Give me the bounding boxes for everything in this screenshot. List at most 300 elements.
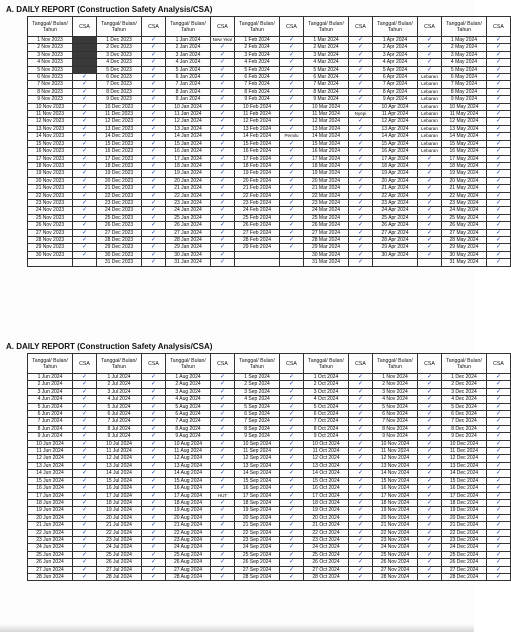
csa-check-cell: ✓ xyxy=(349,536,373,543)
csa-check-cell: ✓ xyxy=(418,544,442,551)
csa-check-cell: ✓ xyxy=(280,485,304,492)
csa-check-cell: ✓ xyxy=(211,236,235,243)
csa-check-cell: ✓ xyxy=(418,485,442,492)
csa-check-cell: ✓ xyxy=(487,103,511,110)
date-cell: 28 Jan 2024 xyxy=(166,236,211,243)
table-row xyxy=(28,207,511,214)
csa-check-cell: ✓ xyxy=(280,403,304,410)
csa-check-cell: ✓ xyxy=(280,374,304,381)
date-cell: 9 Sep 2024 xyxy=(235,433,280,440)
table-row xyxy=(28,222,511,229)
csa-check-cell: ✓ xyxy=(73,507,97,514)
date-cell: 30 Jan 2024 xyxy=(166,251,211,258)
csa-check-cell: ✓ xyxy=(280,103,304,110)
csa-column-header: CSA xyxy=(418,17,442,37)
date-cell: 18 Mar 2024 xyxy=(304,162,349,169)
date-cell: 26 Sep 2024 xyxy=(235,559,280,566)
csa-check-cell: ✓ xyxy=(349,133,373,140)
holiday-note-cell: Pemilu xyxy=(280,133,304,140)
csa-check-cell: ✓ xyxy=(73,433,97,440)
csa-check-cell: ✓ xyxy=(349,88,373,95)
csa-check-cell: ✓ xyxy=(280,162,304,169)
date-cell: 7 Jul 2024 xyxy=(97,418,142,425)
csa-check-cell: ✓ xyxy=(142,425,166,432)
csa-check-cell: ✓ xyxy=(418,177,442,184)
csa-check-cell: ✓ xyxy=(280,396,304,403)
csa-check-cell: ✓ xyxy=(73,374,97,381)
date-cell: 2 May 2024 xyxy=(442,44,487,51)
date-cell: 10 Sep 2024 xyxy=(235,440,280,447)
date-cell: 5 Jul 2024 xyxy=(97,403,142,410)
csa-check-cell: ✓ xyxy=(418,462,442,469)
csa-check-cell: ✓ xyxy=(418,162,442,169)
date-cell: 3 May 2024 xyxy=(442,51,487,58)
csa-check-cell: ✓ xyxy=(280,536,304,543)
date-cell: 2 Feb 2024 xyxy=(235,44,280,51)
date-cell: 16 Aug 2024 xyxy=(166,485,211,492)
csa-check-cell: ✓ xyxy=(418,403,442,410)
table-row xyxy=(28,470,511,477)
csa-check-cell: ✓ xyxy=(280,125,304,132)
date-cell: 7 Feb 2024 xyxy=(235,81,280,88)
csa-check-cell: ✓ xyxy=(280,433,304,440)
csa-check-cell: ✓ xyxy=(280,244,304,251)
csa-check-cell: ✓ xyxy=(211,440,235,447)
csa-check-cell: ✓ xyxy=(142,492,166,499)
date-cell: 22 Jun 2024 xyxy=(28,529,73,536)
date-cell: 19 Jun 2024 xyxy=(28,507,73,514)
table-row xyxy=(28,51,511,58)
date-cell: 2 Jan 2024 xyxy=(166,44,211,51)
csa-check-cell: ✓ xyxy=(142,559,166,566)
table-row xyxy=(28,492,511,499)
date-cell: 23 Feb 2024 xyxy=(235,199,280,206)
csa-check-cell: ✓ xyxy=(487,455,511,462)
date-cell: 17 Jun 2024 xyxy=(28,492,73,499)
date-cell: 14 Aug 2024 xyxy=(166,470,211,477)
date-cell: 28 Apr 2024 xyxy=(373,236,418,243)
date-cell: 4 Oct 2024 xyxy=(304,396,349,403)
csa-check-cell: ✓ xyxy=(487,88,511,95)
csa-check-cell: ✓ xyxy=(418,470,442,477)
csa-check-cell: ✓ xyxy=(73,411,97,418)
date-cell: 17 Apr 2024 xyxy=(373,155,418,162)
report-title-2: A. DAILY REPORT (Construction Safety Analysis/CSA) xyxy=(6,342,213,351)
date-cell: 2 Dec 2023 xyxy=(97,44,142,51)
date-cell: 3 Jun 2024 xyxy=(28,388,73,395)
date-cell: 23 Nov 2024 xyxy=(373,536,418,543)
date-cell: 8 Dec 2024 xyxy=(442,425,487,432)
date-cell: 15 Dec 2024 xyxy=(442,477,487,484)
date-cell: 11 May 2024 xyxy=(442,111,487,118)
csa-check-cell: ✓ xyxy=(418,207,442,214)
date-cell: 10 Jun 2024 xyxy=(28,440,73,447)
csa-check-cell: ✓ xyxy=(349,177,373,184)
csa-check-cell: ✓ xyxy=(211,111,235,118)
csa-check-cell: ✓ xyxy=(142,96,166,103)
csa-check-cell: ✓ xyxy=(73,544,97,551)
csa-check-cell: ✓ xyxy=(349,388,373,395)
date-cell: 12 Dec 2024 xyxy=(442,455,487,462)
csa-check-cell: ✓ xyxy=(211,388,235,395)
date-cell: 12 Jun 2024 xyxy=(28,455,73,462)
csa-check-cell: ✓ xyxy=(73,192,97,199)
csa-check-cell: ✓ xyxy=(280,381,304,388)
date-cell: 21 Jul 2024 xyxy=(97,522,142,529)
csa-check-cell: ✓ xyxy=(211,566,235,573)
scan-edge-shadow xyxy=(0,624,474,632)
csa-check-cell: ✓ xyxy=(487,470,511,477)
date-cell: 24 Jan 2024 xyxy=(166,207,211,214)
table-row xyxy=(28,96,511,103)
csa-check-cell: ✓ xyxy=(142,485,166,492)
date-cell: 18 Jun 2024 xyxy=(28,499,73,506)
table-row xyxy=(28,559,511,566)
date-cell: 3 Aug 2024 xyxy=(166,388,211,395)
date-cell: 19 Nov 2024 xyxy=(373,507,418,514)
table-row xyxy=(28,229,511,236)
date-cell: 23 Nov 2023 xyxy=(28,199,73,206)
date-cell: 6 Nov 2023 xyxy=(28,74,73,81)
date-cell: 23 Jan 2024 xyxy=(166,199,211,206)
csa-check-cell: ✓ xyxy=(487,236,511,243)
csa-check-cell: ✓ xyxy=(211,133,235,140)
date-cell: 29 May 2024 xyxy=(442,244,487,251)
csa-check-cell: ✓ xyxy=(142,59,166,66)
csa-check-cell: ✓ xyxy=(487,448,511,455)
date-cell: 19 Dec 2023 xyxy=(97,170,142,177)
csa-check-cell: ✓ xyxy=(487,462,511,469)
date-cell: 23 Mar 2024 xyxy=(304,199,349,206)
date-cell: 29 Feb 2024 xyxy=(235,244,280,251)
csa-check-cell: ✓ xyxy=(73,74,97,81)
csa-check-cell: ✓ xyxy=(487,499,511,506)
date-cell: 12 Apr 2024 xyxy=(373,118,418,125)
date-cell: 14 Jul 2024 xyxy=(97,470,142,477)
csa-check-cell: ✓ xyxy=(280,207,304,214)
date-cell: 27 Dec 2024 xyxy=(442,566,487,573)
date-cell: 9 Nov 2024 xyxy=(373,433,418,440)
csa-check-cell: ✓ xyxy=(280,514,304,521)
date-cell: 8 May 2024 xyxy=(442,88,487,95)
csa-check-cell: ✓ xyxy=(73,125,97,132)
csa-check-cell: ✓ xyxy=(73,440,97,447)
date-cell: 12 Sep 2024 xyxy=(235,455,280,462)
date-cell: 18 Nov 2024 xyxy=(373,499,418,506)
csa-check-cell: ✓ xyxy=(142,125,166,132)
date-cell: 18 Oct 2024 xyxy=(304,499,349,506)
date-cell: 22 Nov 2024 xyxy=(373,529,418,536)
date-cell: 26 Aug 2024 xyxy=(166,559,211,566)
csa-check-cell: ✓ xyxy=(142,229,166,236)
csa-column-header: CSA xyxy=(487,17,511,37)
csa-check-cell: ✓ xyxy=(418,199,442,206)
csa-check-cell: ✓ xyxy=(349,185,373,192)
csa-check-cell: ✓ xyxy=(487,192,511,199)
csa-check-cell: ✓ xyxy=(280,544,304,551)
date-cell: 6 Mar 2024 xyxy=(304,74,349,81)
csa-check-cell: ✓ xyxy=(418,222,442,229)
csa-check-cell: ✓ xyxy=(349,462,373,469)
csa-check-cell: ✓ xyxy=(142,514,166,521)
date-cell: 22 Jul 2024 xyxy=(97,529,142,536)
csa-check-cell: ✓ xyxy=(142,403,166,410)
csa-check-cell: ✓ xyxy=(418,381,442,388)
date-cell: 19 Nov 2023 xyxy=(28,170,73,177)
date-cell: 19 Oct 2024 xyxy=(304,507,349,514)
date-cell: 24 Jun 2024 xyxy=(28,544,73,551)
csa-check-cell: ✓ xyxy=(487,66,511,73)
date-cell: 8 Jul 2024 xyxy=(97,425,142,432)
date-cell: 31 Dec 2023 xyxy=(97,259,142,266)
table-row xyxy=(28,396,511,403)
date-cell: 27 Oct 2024 xyxy=(304,566,349,573)
csa-check-cell: ✓ xyxy=(418,51,442,58)
csa-check-cell: ✓ xyxy=(211,140,235,147)
date-cell: 10 Dec 2023 xyxy=(97,103,142,110)
csa-check-cell: ✓ xyxy=(487,125,511,132)
csa-check-cell: ✓ xyxy=(73,485,97,492)
date-cell: 26 Jan 2024 xyxy=(166,222,211,229)
date-cell: 22 Dec 2023 xyxy=(97,192,142,199)
csa-column-header: CSA xyxy=(211,354,235,374)
date-cell: 5 May 2024 xyxy=(442,66,487,73)
date-cell: 22 Feb 2024 xyxy=(235,192,280,199)
date-cell: 7 Aug 2024 xyxy=(166,418,211,425)
csa-check-cell: ✓ xyxy=(280,529,304,536)
csa-check-cell: ✓ xyxy=(349,374,373,381)
date-cell: 22 Dec 2024 xyxy=(442,529,487,536)
date-cell: 5 Jun 2024 xyxy=(28,403,73,410)
csa-check-cell: ✓ xyxy=(487,162,511,169)
date-cell: 18 Aug 2024 xyxy=(166,499,211,506)
date-cell: 17 Mar 2024 xyxy=(304,155,349,162)
date-cell: 3 Sep 2024 xyxy=(235,388,280,395)
date-cell: 30 May 2024 xyxy=(442,251,487,258)
csa-check-cell: ✓ xyxy=(73,536,97,543)
date-cell: 17 Aug 2024 xyxy=(166,492,211,499)
redacted-csa-cell xyxy=(73,66,97,73)
csa-check-cell: ✓ xyxy=(280,111,304,118)
date-column-header: Tanggal/ Bulan/ Tahun xyxy=(442,354,487,374)
date-cell: 3 Nov 2024 xyxy=(373,388,418,395)
holiday-note-cell: Lebaran xyxy=(418,118,442,125)
csa-check-cell: ✓ xyxy=(142,433,166,440)
csa-check-cell: ✓ xyxy=(211,103,235,110)
csa-check-cell: ✓ xyxy=(142,259,166,266)
csa-check-cell: ✓ xyxy=(142,462,166,469)
csa-check-cell: ✓ xyxy=(349,411,373,418)
date-cell: 25 Jul 2024 xyxy=(97,551,142,558)
csa-check-cell: ✓ xyxy=(487,244,511,251)
csa-table-nov23-may24 xyxy=(27,16,511,267)
csa-check-cell: ✓ xyxy=(487,170,511,177)
date-cell: 13 Aug 2024 xyxy=(166,462,211,469)
date-column-header: Tanggal/ Bulan/ Tahun xyxy=(304,354,349,374)
csa-check-cell: ✓ xyxy=(487,433,511,440)
csa-check-cell: ✓ xyxy=(280,492,304,499)
date-cell: 11 Dec 2024 xyxy=(442,448,487,455)
date-cell: 1 Mar 2024 xyxy=(304,37,349,44)
csa-check-cell: ✓ xyxy=(418,185,442,192)
date-cell: 9 Dec 2023 xyxy=(97,96,142,103)
date-cell: 7 Oct 2024 xyxy=(304,418,349,425)
date-cell: 7 Nov 2023 xyxy=(28,81,73,88)
csa-check-cell: ✓ xyxy=(280,477,304,484)
csa-check-cell: ✓ xyxy=(349,118,373,125)
csa-check-cell: ✓ xyxy=(142,133,166,140)
csa-check-cell: ✓ xyxy=(487,485,511,492)
csa-check-cell: ✓ xyxy=(418,374,442,381)
csa-check-cell: ✓ xyxy=(487,544,511,551)
csa-check-cell: ✓ xyxy=(487,207,511,214)
date-cell: 24 Oct 2024 xyxy=(304,544,349,551)
csa-check-cell: ✓ xyxy=(211,455,235,462)
date-cell: 24 Feb 2024 xyxy=(235,207,280,214)
date-cell: 3 Mar 2024 xyxy=(304,51,349,58)
table-row xyxy=(28,44,511,51)
date-cell: 20 Mar 2024 xyxy=(304,177,349,184)
date-column-header: Tanggal/ Bulan/ Tahun xyxy=(28,354,73,374)
csa-column-header: CSA xyxy=(73,354,97,374)
date-cell: 5 Aug 2024 xyxy=(166,403,211,410)
csa-check-cell: ✓ xyxy=(142,81,166,88)
date-cell: 25 Dec 2023 xyxy=(97,214,142,221)
csa-check-cell: ✓ xyxy=(487,37,511,44)
table-row xyxy=(28,433,511,440)
csa-check-cell: ✓ xyxy=(487,118,511,125)
csa-check-cell: ✓ xyxy=(142,214,166,221)
date-cell: 15 Oct 2024 xyxy=(304,477,349,484)
csa-check-cell: ✓ xyxy=(280,148,304,155)
date-cell: 25 Oct 2024 xyxy=(304,551,349,558)
date-cell: 16 Dec 2023 xyxy=(97,148,142,155)
csa-check-cell: ✓ xyxy=(73,514,97,521)
csa-check-cell: ✓ xyxy=(73,425,97,432)
date-cell: 2 Mar 2024 xyxy=(304,44,349,51)
csa-check-cell: ✓ xyxy=(280,155,304,162)
csa-check-cell: ✓ xyxy=(280,81,304,88)
date-cell: 13 Dec 2024 xyxy=(442,462,487,469)
date-cell: 24 Sep 2024 xyxy=(235,544,280,551)
csa-check-cell: ✓ xyxy=(211,229,235,236)
date-cell: 21 Dec 2024 xyxy=(442,522,487,529)
date-cell: 16 Nov 2024 xyxy=(373,485,418,492)
date-cell: 7 Dec 2023 xyxy=(97,81,142,88)
date-cell: 15 Apr 2024 xyxy=(373,140,418,147)
table-row xyxy=(28,236,511,243)
table-row xyxy=(28,477,511,484)
csa-check-cell: ✓ xyxy=(349,470,373,477)
date-cell: 29 Dec 2023 xyxy=(97,244,142,251)
csa-check-cell: ✓ xyxy=(142,155,166,162)
date-cell: 7 Mar 2024 xyxy=(304,81,349,88)
date-cell: 6 Sep 2024 xyxy=(235,411,280,418)
csa-check-cell: ✓ xyxy=(142,470,166,477)
csa-check-cell: ✓ xyxy=(211,199,235,206)
date-cell: 10 Jan 2024 xyxy=(166,103,211,110)
csa-check-cell: ✓ xyxy=(349,37,373,44)
csa-check-cell: ✓ xyxy=(280,140,304,147)
csa-check-cell: ✓ xyxy=(142,51,166,58)
csa-check-cell: ✓ xyxy=(142,374,166,381)
csa-check-cell: ✓ xyxy=(142,388,166,395)
csa-check-cell: ✓ xyxy=(349,440,373,447)
date-cell: 22 May 2024 xyxy=(442,192,487,199)
table-row xyxy=(28,455,511,462)
csa-check-cell: ✓ xyxy=(349,236,373,243)
csa-check-cell: ✓ xyxy=(142,411,166,418)
date-cell: 22 Oct 2024 xyxy=(304,529,349,536)
date-cell: 15 Nov 2024 xyxy=(373,477,418,484)
date-cell: 7 Sep 2024 xyxy=(235,418,280,425)
csa-check-cell: ✓ xyxy=(73,470,97,477)
date-cell: 5 Dec 2024 xyxy=(442,403,487,410)
csa-check-cell: ✓ xyxy=(280,229,304,236)
date-cell: 27 Sep 2024 xyxy=(235,566,280,573)
table-row xyxy=(28,259,511,266)
date-cell: 15 Nov 2023 xyxy=(28,140,73,147)
csa-check-cell: ✓ xyxy=(142,507,166,514)
date-cell: 2 Dec 2024 xyxy=(442,381,487,388)
date-cell: 20 Aug 2024 xyxy=(166,514,211,521)
table-row xyxy=(28,103,511,110)
date-cell: 14 Mar 2024 xyxy=(304,133,349,140)
table-row xyxy=(28,118,511,125)
csa-check-cell: ✓ xyxy=(211,477,235,484)
date-cell: 2 Sep 2024 xyxy=(235,381,280,388)
date-cell: 11 Sep 2024 xyxy=(235,448,280,455)
csa-check-cell: ✓ xyxy=(280,507,304,514)
date-cell: 5 Jan 2024 xyxy=(166,66,211,73)
csa-check-cell: ✓ xyxy=(418,396,442,403)
csa-check-cell: ✓ xyxy=(142,103,166,110)
csa-check-cell: ✓ xyxy=(73,448,97,455)
date-column-header: Tanggal/ Bulan/ Tahun xyxy=(235,354,280,374)
date-cell: 15 Jan 2024 xyxy=(166,140,211,147)
date-cell: 11 Nov 2023 xyxy=(28,111,73,118)
csa-check-cell: ✓ xyxy=(487,529,511,536)
csa-check-cell: ✓ xyxy=(418,411,442,418)
date-cell: 8 Nov 2023 xyxy=(28,88,73,95)
csa-check-cell: ✓ xyxy=(418,59,442,66)
csa-check-cell: ✓ xyxy=(487,185,511,192)
date-cell: 14 Nov 2024 xyxy=(373,470,418,477)
date-cell: 6 Aug 2024 xyxy=(166,411,211,418)
date-cell: 19 Jan 2024 xyxy=(166,170,211,177)
date-cell: 28 Nov 2024 xyxy=(373,573,418,580)
csa-check-cell: ✓ xyxy=(211,244,235,251)
date-column-header: Tanggal/ Bulan/ Tahun xyxy=(166,17,211,37)
date-cell: 24 Dec 2024 xyxy=(442,544,487,551)
csa-check-cell: ✓ xyxy=(280,214,304,221)
csa-check-cell: ✓ xyxy=(211,433,235,440)
date-cell: 27 Aug 2024 xyxy=(166,566,211,573)
csa-check-cell: ✓ xyxy=(280,222,304,229)
date-cell: 21 Aug 2024 xyxy=(166,522,211,529)
date-cell: 2 Nov 2024 xyxy=(373,381,418,388)
csa-check-cell: ✓ xyxy=(73,381,97,388)
date-cell: 14 Feb 2024 xyxy=(235,133,280,140)
csa-check-cell: ✓ xyxy=(73,477,97,484)
date-column-header: Tanggal/ Bulan/ Tahun xyxy=(304,17,349,37)
table-row xyxy=(28,381,511,388)
csa-check-cell: ✓ xyxy=(73,455,97,462)
empty-csa-cell xyxy=(280,259,304,266)
date-cell: 3 Apr 2024 xyxy=(373,51,418,58)
csa-check-cell: ✓ xyxy=(142,396,166,403)
date-cell: 12 Mar 2024 xyxy=(304,118,349,125)
